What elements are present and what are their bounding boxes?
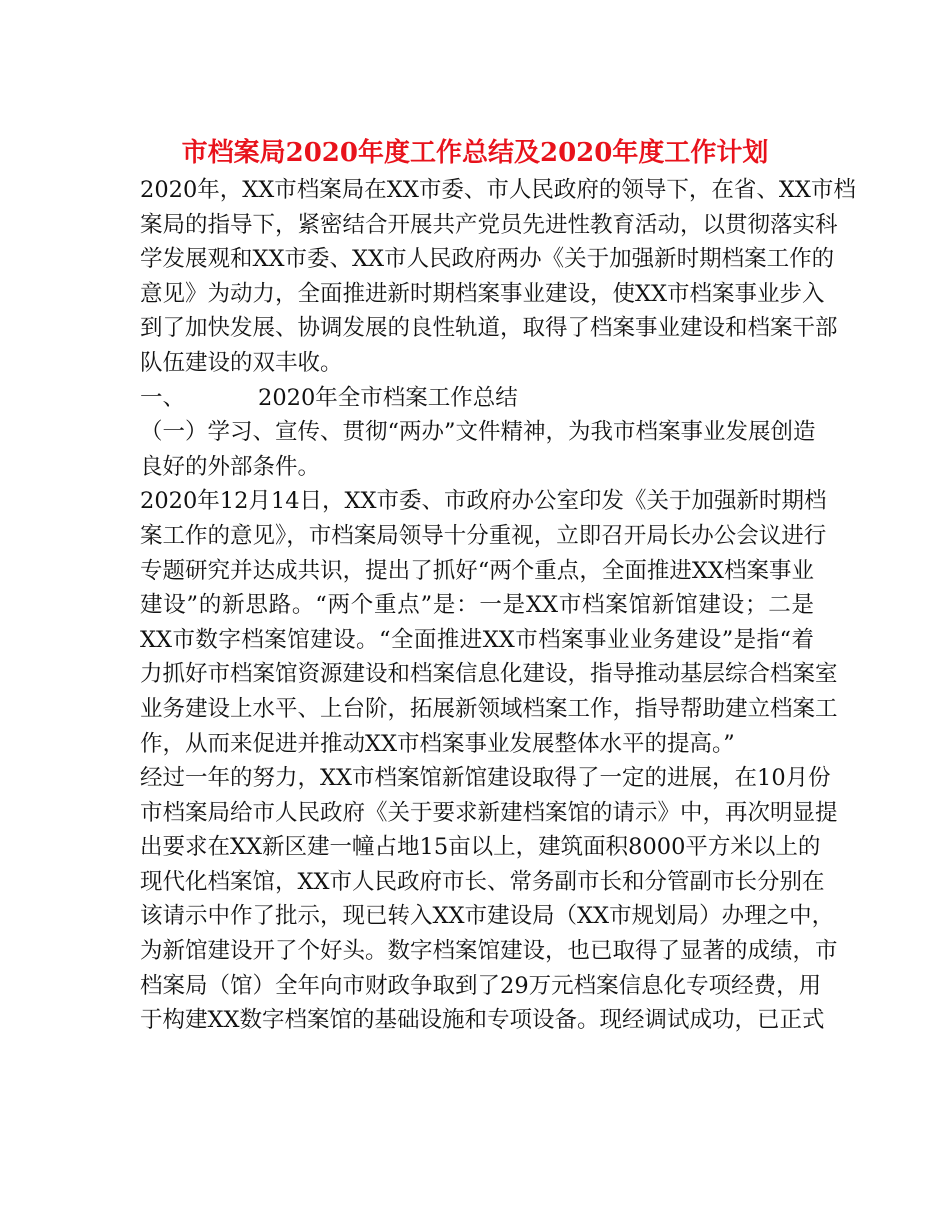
paragraph-line: 专题研究并达成共识，提出了抓好“两个重点，全面推进XX档案事业 xyxy=(140,557,814,584)
paragraph-line: 该请示中作了批示，现已转入XX市建设局（XX市规划局）办理之中， xyxy=(140,903,835,930)
paragraph-line: 现代化档案馆，XX市人民政府市长、常务副市长和分管副市长分别在 xyxy=(140,868,825,895)
paragraph-line: 2020年，XX市档案局在XX市委、市人民政府的领导下，在省、XX市档 xyxy=(140,177,856,203)
paragraph-line: 档案局（馆）全年向市财政争取到了29万元档案信息化专项经费，用 xyxy=(140,972,822,999)
paragraph-line: 出要求在XX新区建一幢占地15亩以上，建筑面积8000平方米以上的 xyxy=(140,834,821,861)
paragraph-line: 意见》为动力，全面推进新时期档案事业建设，使XX市档案事业步入 xyxy=(140,280,825,307)
paragraph-line: 学发展观和XX市委、XX市人民政府两办《关于加强新时期档案工作的 xyxy=(140,246,835,273)
paragraph-line: 作，从而来促进并推动XX市档案事业发展整体水平的提高。” xyxy=(140,730,735,757)
paragraph-line: 队伍建设的双丰收。 xyxy=(140,349,343,376)
paragraph-line: 案工作的意见》，市档案局领导十分重视，立即召开局长办公会议进行 xyxy=(140,522,827,549)
section-heading xyxy=(140,381,814,416)
paragraph-line: 业务建设上水平、上台阶，拓展新领域档案工作，指导帮助建立档案工 xyxy=(140,695,838,722)
document-title: 市档案局2020年度工作总结及2020年度工作计划 xyxy=(181,138,769,168)
paragraph-line: 于构建XX数字档案馆的基础设施和专项设备。现经调试成功，已正式 xyxy=(140,1007,825,1034)
paragraph-line: 为新馆建设开了个好头。数字档案馆建设，也已取得了显著的成绩，市 xyxy=(140,938,838,965)
paragraph-line: XX市数字档案馆建设。“全面推进XX市档案事业业务建设”是指“着 xyxy=(140,626,814,653)
paragraph-line: 案局的指导下，紧密结合开展共产党员先进性教育活动，以贯彻落实科 xyxy=(140,211,838,238)
paragraph-line: （一）学习、宣传、贯彻“两办”文件精神，为我市档案事业发展创造 xyxy=(140,419,816,446)
paragraph-line: 到了加快发展、协调发展的良性轨道，取得了档案事业建设和档案干部 xyxy=(140,315,838,342)
paragraph-line: 经过一年的努力，XX市档案馆新馆建设取得了一定的进展，在10月份 xyxy=(140,765,831,792)
paragraph-line: 力抓好市档案馆资源建设和档案信息化建设，指导推动基层综合档案室 xyxy=(140,661,838,688)
section-heading-text: 2020年全市档案工作总结 xyxy=(258,384,518,411)
section-number: 一、 xyxy=(140,384,186,411)
paragraph-line: 良好的外部条件。 xyxy=(140,453,321,480)
paragraph-line: 市档案局给市人民政府《关于要求新建档案馆的请示》中，再次明显提 xyxy=(140,799,838,826)
paragraph-line: 建设”的新思路。“两个重点”是：一是XX市档案馆新馆建设；二是 xyxy=(140,592,814,619)
document-body xyxy=(140,173,856,1038)
paragraph-line: 2020年12月14日，XX市委、市政府办公室印发《关于加强新时期档 xyxy=(140,488,827,515)
